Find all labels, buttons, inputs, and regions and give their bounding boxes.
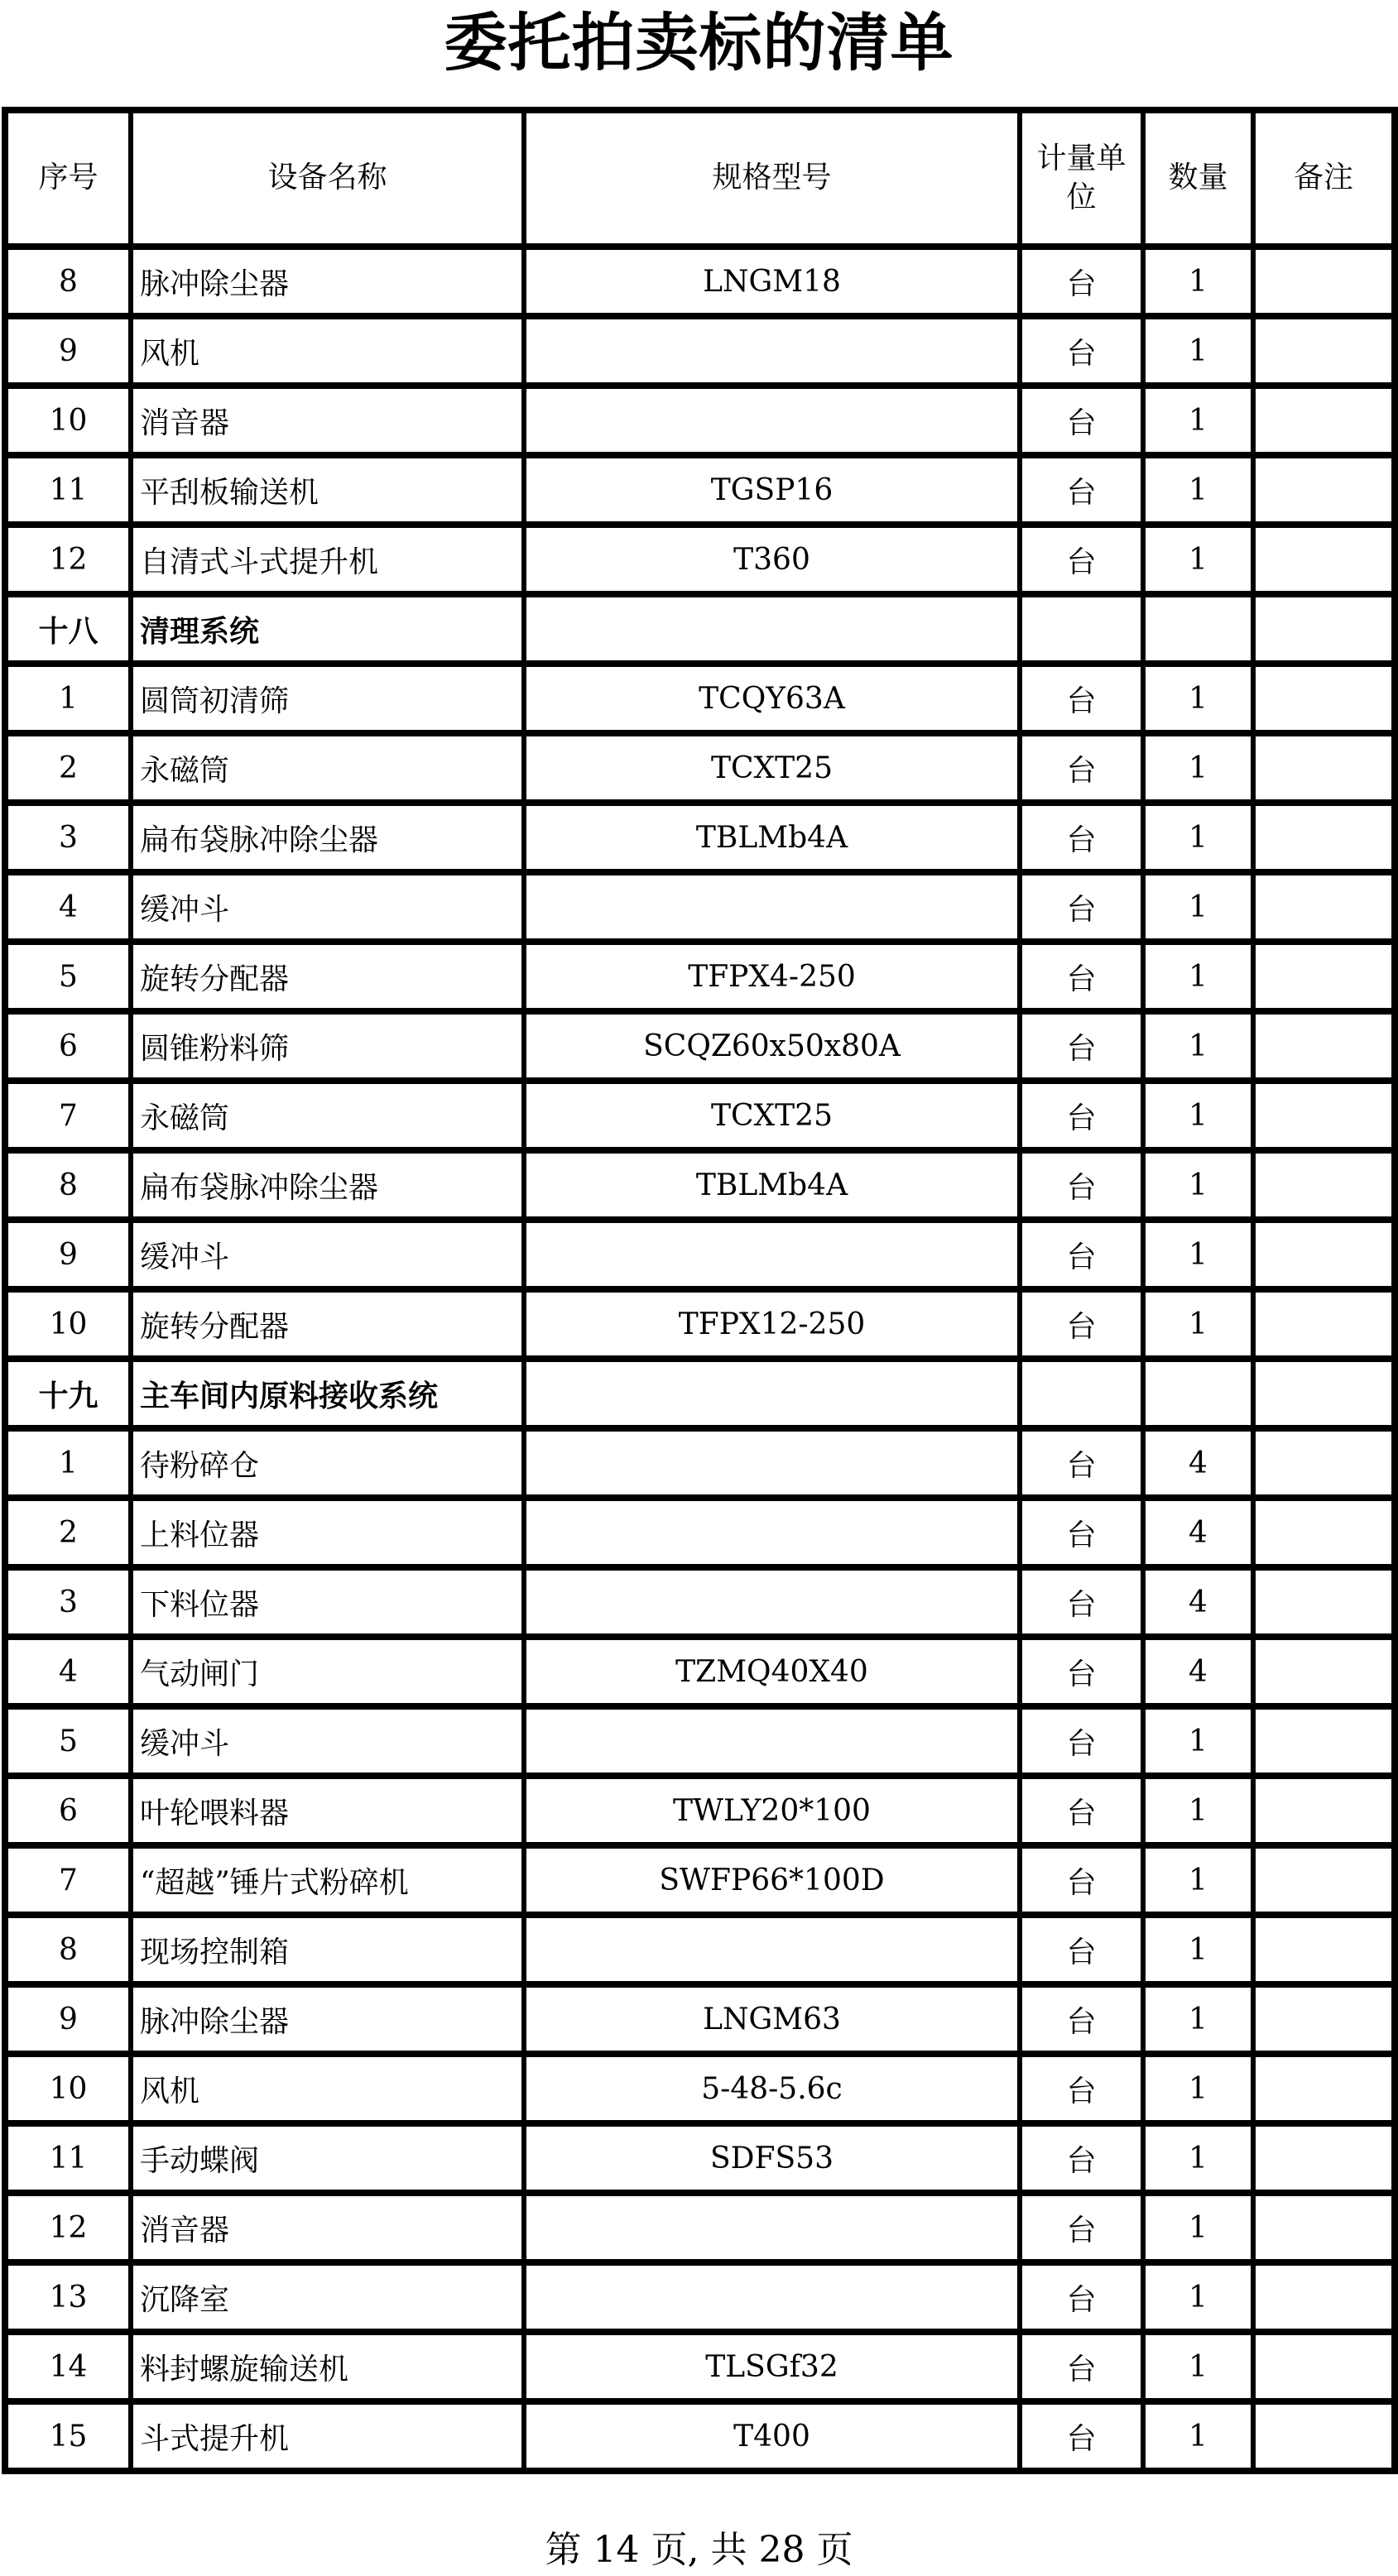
cell-unit: 台 xyxy=(1020,1011,1143,1081)
cell-qty: 1 xyxy=(1143,2332,1253,2401)
item-row xyxy=(5,316,1395,386)
cell-spec: TCXT25 xyxy=(524,1081,1020,1150)
cell-qty: 4 xyxy=(1143,1498,1253,1567)
cell-no: 12 xyxy=(5,525,131,594)
cell-spec xyxy=(524,1567,1020,1637)
cell-name: 消音器 xyxy=(131,386,524,455)
cell-spec: TFPX4-250 xyxy=(524,942,1020,1011)
cell-note xyxy=(1253,247,1395,316)
cell-no: 10 xyxy=(5,2054,131,2123)
cell-qty xyxy=(1143,594,1253,664)
cell-unit: 台 xyxy=(1020,316,1143,386)
cell-qty: 1 xyxy=(1143,1289,1253,1359)
cell-name: 圆筒初清筛 xyxy=(131,664,524,733)
cell-name: 料封螺旋输送机 xyxy=(131,2332,524,2401)
cell-no: 8 xyxy=(5,1150,131,1220)
cell-qty: 1 xyxy=(1143,2193,1253,2262)
cell-note xyxy=(1253,803,1395,872)
cell-note xyxy=(1253,1081,1395,1150)
item-row xyxy=(5,2401,1395,2471)
cell-no: 9 xyxy=(5,316,131,386)
header-unit: 计量单位 xyxy=(1020,110,1143,247)
cell-unit: 台 xyxy=(1020,1150,1143,1220)
item-row xyxy=(5,1428,1395,1498)
cell-name: 缓冲斗 xyxy=(131,1220,524,1289)
cell-no: 4 xyxy=(5,1637,131,1706)
item-row xyxy=(5,1289,1395,1359)
header-quantity: 数量 xyxy=(1143,110,1253,247)
cell-name: 脉冲除尘器 xyxy=(131,247,524,316)
cell-no: 14 xyxy=(5,2332,131,2401)
item-row xyxy=(5,2332,1395,2401)
item-row xyxy=(5,2193,1395,2262)
item-row xyxy=(5,386,1395,455)
page-title: 委托拍卖标的清单 xyxy=(444,6,954,79)
cell-qty: 1 xyxy=(1143,455,1253,525)
cell-name: 待粉碎仓 xyxy=(131,1428,524,1498)
cell-spec xyxy=(524,872,1020,942)
cell-spec xyxy=(524,386,1020,455)
cell-note xyxy=(1253,1289,1395,1359)
cell-qty: 1 xyxy=(1143,1220,1253,1289)
cell-qty: 1 xyxy=(1143,1081,1253,1150)
cell-no: 7 xyxy=(5,1081,131,1150)
cell-unit: 台 xyxy=(1020,386,1143,455)
header-row xyxy=(5,110,1395,247)
cell-name: 脉冲除尘器 xyxy=(131,1984,524,2054)
item-row xyxy=(5,1776,1395,1845)
cell-no: 6 xyxy=(5,1776,131,1845)
cell-qty: 4 xyxy=(1143,1637,1253,1706)
cell-qty xyxy=(1143,1359,1253,1428)
item-row xyxy=(5,1845,1395,1915)
cell-no: 9 xyxy=(5,1984,131,2054)
cell-qty: 1 xyxy=(1143,1984,1253,2054)
item-row xyxy=(5,1081,1395,1150)
cell-name: “超越”锤片式粉碎机 xyxy=(131,1845,524,1915)
cell-spec xyxy=(524,1359,1020,1428)
cell-unit: 台 xyxy=(1020,1289,1143,1359)
cell-unit: 台 xyxy=(1020,2332,1143,2401)
cell-name: 旋转分配器 xyxy=(131,1289,524,1359)
header-equipment-name: 设备名称 xyxy=(131,110,524,247)
item-row xyxy=(5,872,1395,942)
cell-name: 斗式提升机 xyxy=(131,2401,524,2471)
cell-name: 下料位器 xyxy=(131,1567,524,1637)
cell-no: 10 xyxy=(5,386,131,455)
cell-no: 12 xyxy=(5,2193,131,2262)
cell-spec: TBLMb4A xyxy=(524,803,1020,872)
cell-note xyxy=(1253,1359,1395,1428)
section-row xyxy=(5,1359,1395,1428)
cell-unit: 台 xyxy=(1020,664,1143,733)
cell-spec xyxy=(524,316,1020,386)
cell-note xyxy=(1253,525,1395,594)
cell-note xyxy=(1253,1984,1395,2054)
cell-unit: 台 xyxy=(1020,2262,1143,2332)
cell-no: 6 xyxy=(5,1011,131,1081)
cell-qty: 1 xyxy=(1143,872,1253,942)
cell-unit: 台 xyxy=(1020,942,1143,1011)
cell-qty: 1 xyxy=(1143,2123,1253,2193)
cell-qty: 1 xyxy=(1143,316,1253,386)
cell-name: 主车间内原料接收系统 xyxy=(131,1359,524,1428)
cell-no: 10 xyxy=(5,1289,131,1359)
cell-name: 缓冲斗 xyxy=(131,872,524,942)
cell-name: 缓冲斗 xyxy=(131,1706,524,1776)
page-indicator: 第 14 页, 共 28 页 xyxy=(545,2529,853,2571)
cell-no: 1 xyxy=(5,664,131,733)
cell-note xyxy=(1253,1776,1395,1845)
cell-no: 2 xyxy=(5,733,131,803)
cell-no: 11 xyxy=(5,455,131,525)
cell-note xyxy=(1253,1637,1395,1706)
cell-name: 清理系统 xyxy=(131,594,524,664)
item-row xyxy=(5,455,1395,525)
item-row xyxy=(5,247,1395,316)
item-row xyxy=(5,1567,1395,1637)
cell-spec: LNGM63 xyxy=(524,1984,1020,2054)
cell-note xyxy=(1253,664,1395,733)
cell-qty: 1 xyxy=(1143,803,1253,872)
cell-spec: SCQZ60x50x80A xyxy=(524,1011,1020,1081)
cell-no: 十九 xyxy=(5,1359,131,1428)
cell-qty: 4 xyxy=(1143,1428,1253,1498)
item-row xyxy=(5,2262,1395,2332)
cell-unit: 台 xyxy=(1020,2054,1143,2123)
section-row xyxy=(5,594,1395,664)
cell-name: 自清式斗式提升机 xyxy=(131,525,524,594)
page-footer xyxy=(0,2530,1398,2570)
cell-unit: 台 xyxy=(1020,1567,1143,1637)
item-row xyxy=(5,1150,1395,1220)
cell-qty: 1 xyxy=(1143,2054,1253,2123)
header-remarks: 备注 xyxy=(1253,110,1395,247)
cell-note xyxy=(1253,386,1395,455)
cell-unit: 台 xyxy=(1020,1845,1143,1915)
item-row xyxy=(5,1706,1395,1776)
item-row xyxy=(5,1220,1395,1289)
cell-spec xyxy=(524,594,1020,664)
cell-no: 8 xyxy=(5,1915,131,1984)
cell-note xyxy=(1253,1915,1395,1984)
cell-unit xyxy=(1020,1359,1143,1428)
cell-spec: TGSP16 xyxy=(524,455,1020,525)
cell-note xyxy=(1253,2332,1395,2401)
cell-qty: 4 xyxy=(1143,1567,1253,1637)
cell-no: 1 xyxy=(5,1428,131,1498)
cell-qty: 1 xyxy=(1143,2262,1253,2332)
cell-spec: T360 xyxy=(524,525,1020,594)
cell-spec: 5-48-5.6c xyxy=(524,2054,1020,2123)
cell-spec xyxy=(524,1706,1020,1776)
cell-note xyxy=(1253,942,1395,1011)
item-row xyxy=(5,2123,1395,2193)
cell-unit: 台 xyxy=(1020,1498,1143,1567)
cell-spec: TFPX12-250 xyxy=(524,1289,1020,1359)
cell-unit: 台 xyxy=(1020,1428,1143,1498)
cell-qty: 1 xyxy=(1143,1915,1253,1984)
cell-no: 15 xyxy=(5,2401,131,2471)
cell-note xyxy=(1253,1567,1395,1637)
cell-unit: 台 xyxy=(1020,1776,1143,1845)
item-row xyxy=(5,1011,1395,1081)
cell-no: 11 xyxy=(5,2123,131,2193)
cell-note xyxy=(1253,2123,1395,2193)
cell-name: 风机 xyxy=(131,316,524,386)
cell-unit: 台 xyxy=(1020,872,1143,942)
cell-name: 叶轮喂料器 xyxy=(131,1776,524,1845)
cell-qty: 1 xyxy=(1143,1776,1253,1845)
cell-spec: TWLY20*100 xyxy=(524,1776,1020,1845)
cell-note xyxy=(1253,2193,1395,2262)
cell-name: 上料位器 xyxy=(131,1498,524,1567)
cell-name: 扁布袋脉冲除尘器 xyxy=(131,803,524,872)
cell-unit: 台 xyxy=(1020,1220,1143,1289)
cell-no: 7 xyxy=(5,1845,131,1915)
cell-note xyxy=(1253,1150,1395,1220)
cell-unit: 台 xyxy=(1020,455,1143,525)
cell-no: 8 xyxy=(5,247,131,316)
auction-items-table xyxy=(2,107,1398,2474)
item-row xyxy=(5,1984,1395,2054)
cell-spec: SDFS53 xyxy=(524,2123,1020,2193)
item-row xyxy=(5,803,1395,872)
cell-unit: 台 xyxy=(1020,1706,1143,1776)
cell-unit: 台 xyxy=(1020,1081,1143,1150)
cell-spec xyxy=(524,2262,1020,2332)
cell-name: 风机 xyxy=(131,2054,524,2123)
cell-unit: 台 xyxy=(1020,525,1143,594)
cell-spec xyxy=(524,1915,1020,1984)
cell-qty: 1 xyxy=(1143,525,1253,594)
cell-unit: 台 xyxy=(1020,2123,1143,2193)
cell-unit: 台 xyxy=(1020,2401,1143,2471)
cell-note xyxy=(1253,455,1395,525)
cell-note xyxy=(1253,2401,1395,2471)
cell-note xyxy=(1253,1706,1395,1776)
item-row xyxy=(5,664,1395,733)
cell-name: 现场控制箱 xyxy=(131,1915,524,1984)
cell-unit: 台 xyxy=(1020,2193,1143,2262)
cell-qty: 1 xyxy=(1143,247,1253,316)
cell-spec: TCQY63A xyxy=(524,664,1020,733)
cell-qty: 1 xyxy=(1143,2401,1253,2471)
cell-qty: 1 xyxy=(1143,942,1253,1011)
cell-qty: 1 xyxy=(1143,386,1253,455)
cell-qty: 1 xyxy=(1143,1150,1253,1220)
cell-note xyxy=(1253,1011,1395,1081)
cell-spec xyxy=(524,1428,1020,1498)
cell-no: 2 xyxy=(5,1498,131,1567)
cell-spec: LNGM18 xyxy=(524,247,1020,316)
item-row xyxy=(5,1915,1395,1984)
cell-name: 旋转分配器 xyxy=(131,942,524,1011)
item-row xyxy=(5,1637,1395,1706)
cell-qty: 1 xyxy=(1143,1845,1253,1915)
cell-note xyxy=(1253,594,1395,664)
item-row xyxy=(5,525,1395,594)
cell-no: 5 xyxy=(5,1706,131,1776)
cell-qty: 1 xyxy=(1143,733,1253,803)
cell-note xyxy=(1253,316,1395,386)
cell-spec: TLSGf32 xyxy=(524,2332,1020,2401)
cell-spec: T400 xyxy=(524,2401,1020,2471)
cell-name: 手动蝶阀 xyxy=(131,2123,524,2193)
cell-spec: TCXT25 xyxy=(524,733,1020,803)
cell-note xyxy=(1253,2262,1395,2332)
item-row xyxy=(5,1498,1395,1567)
cell-no: 9 xyxy=(5,1220,131,1289)
header-spec-model: 规格型号 xyxy=(524,110,1020,247)
cell-no: 4 xyxy=(5,872,131,942)
cell-unit: 台 xyxy=(1020,803,1143,872)
cell-note xyxy=(1253,733,1395,803)
item-row xyxy=(5,942,1395,1011)
cell-unit: 台 xyxy=(1020,1637,1143,1706)
cell-spec: SWFP66*100D xyxy=(524,1845,1020,1915)
cell-spec: TZMQ40X40 xyxy=(524,1637,1020,1706)
header-serial-number: 序号 xyxy=(5,110,131,247)
cell-unit: 台 xyxy=(1020,1915,1143,1984)
cell-note xyxy=(1253,1498,1395,1567)
cell-unit: 台 xyxy=(1020,247,1143,316)
cell-no: 3 xyxy=(5,803,131,872)
cell-unit xyxy=(1020,594,1143,664)
cell-name: 沉降室 xyxy=(131,2262,524,2332)
cell-no: 3 xyxy=(5,1567,131,1637)
cell-unit: 台 xyxy=(1020,1984,1143,2054)
cell-qty: 1 xyxy=(1143,1011,1253,1081)
cell-qty: 1 xyxy=(1143,664,1253,733)
cell-note xyxy=(1253,872,1395,942)
cell-spec xyxy=(524,1220,1020,1289)
table-body xyxy=(5,247,1395,2471)
cell-no: 5 xyxy=(5,942,131,1011)
item-row xyxy=(5,733,1395,803)
cell-spec xyxy=(524,2193,1020,2262)
cell-name: 消音器 xyxy=(131,2193,524,2262)
cell-name: 扁布袋脉冲除尘器 xyxy=(131,1150,524,1220)
cell-name: 气动闸门 xyxy=(131,1637,524,1706)
cell-spec: TBLMb4A xyxy=(524,1150,1020,1220)
item-row xyxy=(5,2054,1395,2123)
cell-spec xyxy=(524,1498,1020,1567)
cell-unit: 台 xyxy=(1020,733,1143,803)
cell-name: 永磁筒 xyxy=(131,733,524,803)
cell-qty: 1 xyxy=(1143,1706,1253,1776)
cell-note xyxy=(1253,1845,1395,1915)
cell-name: 平刮板输送机 xyxy=(131,455,524,525)
cell-note xyxy=(1253,1220,1395,1289)
cell-name: 永磁筒 xyxy=(131,1081,524,1150)
cell-name: 圆锥粉料筛 xyxy=(131,1011,524,1081)
cell-note xyxy=(1253,2054,1395,2123)
cell-note xyxy=(1253,1428,1395,1498)
cell-no: 十八 xyxy=(5,594,131,664)
cell-no: 13 xyxy=(5,2262,131,2332)
